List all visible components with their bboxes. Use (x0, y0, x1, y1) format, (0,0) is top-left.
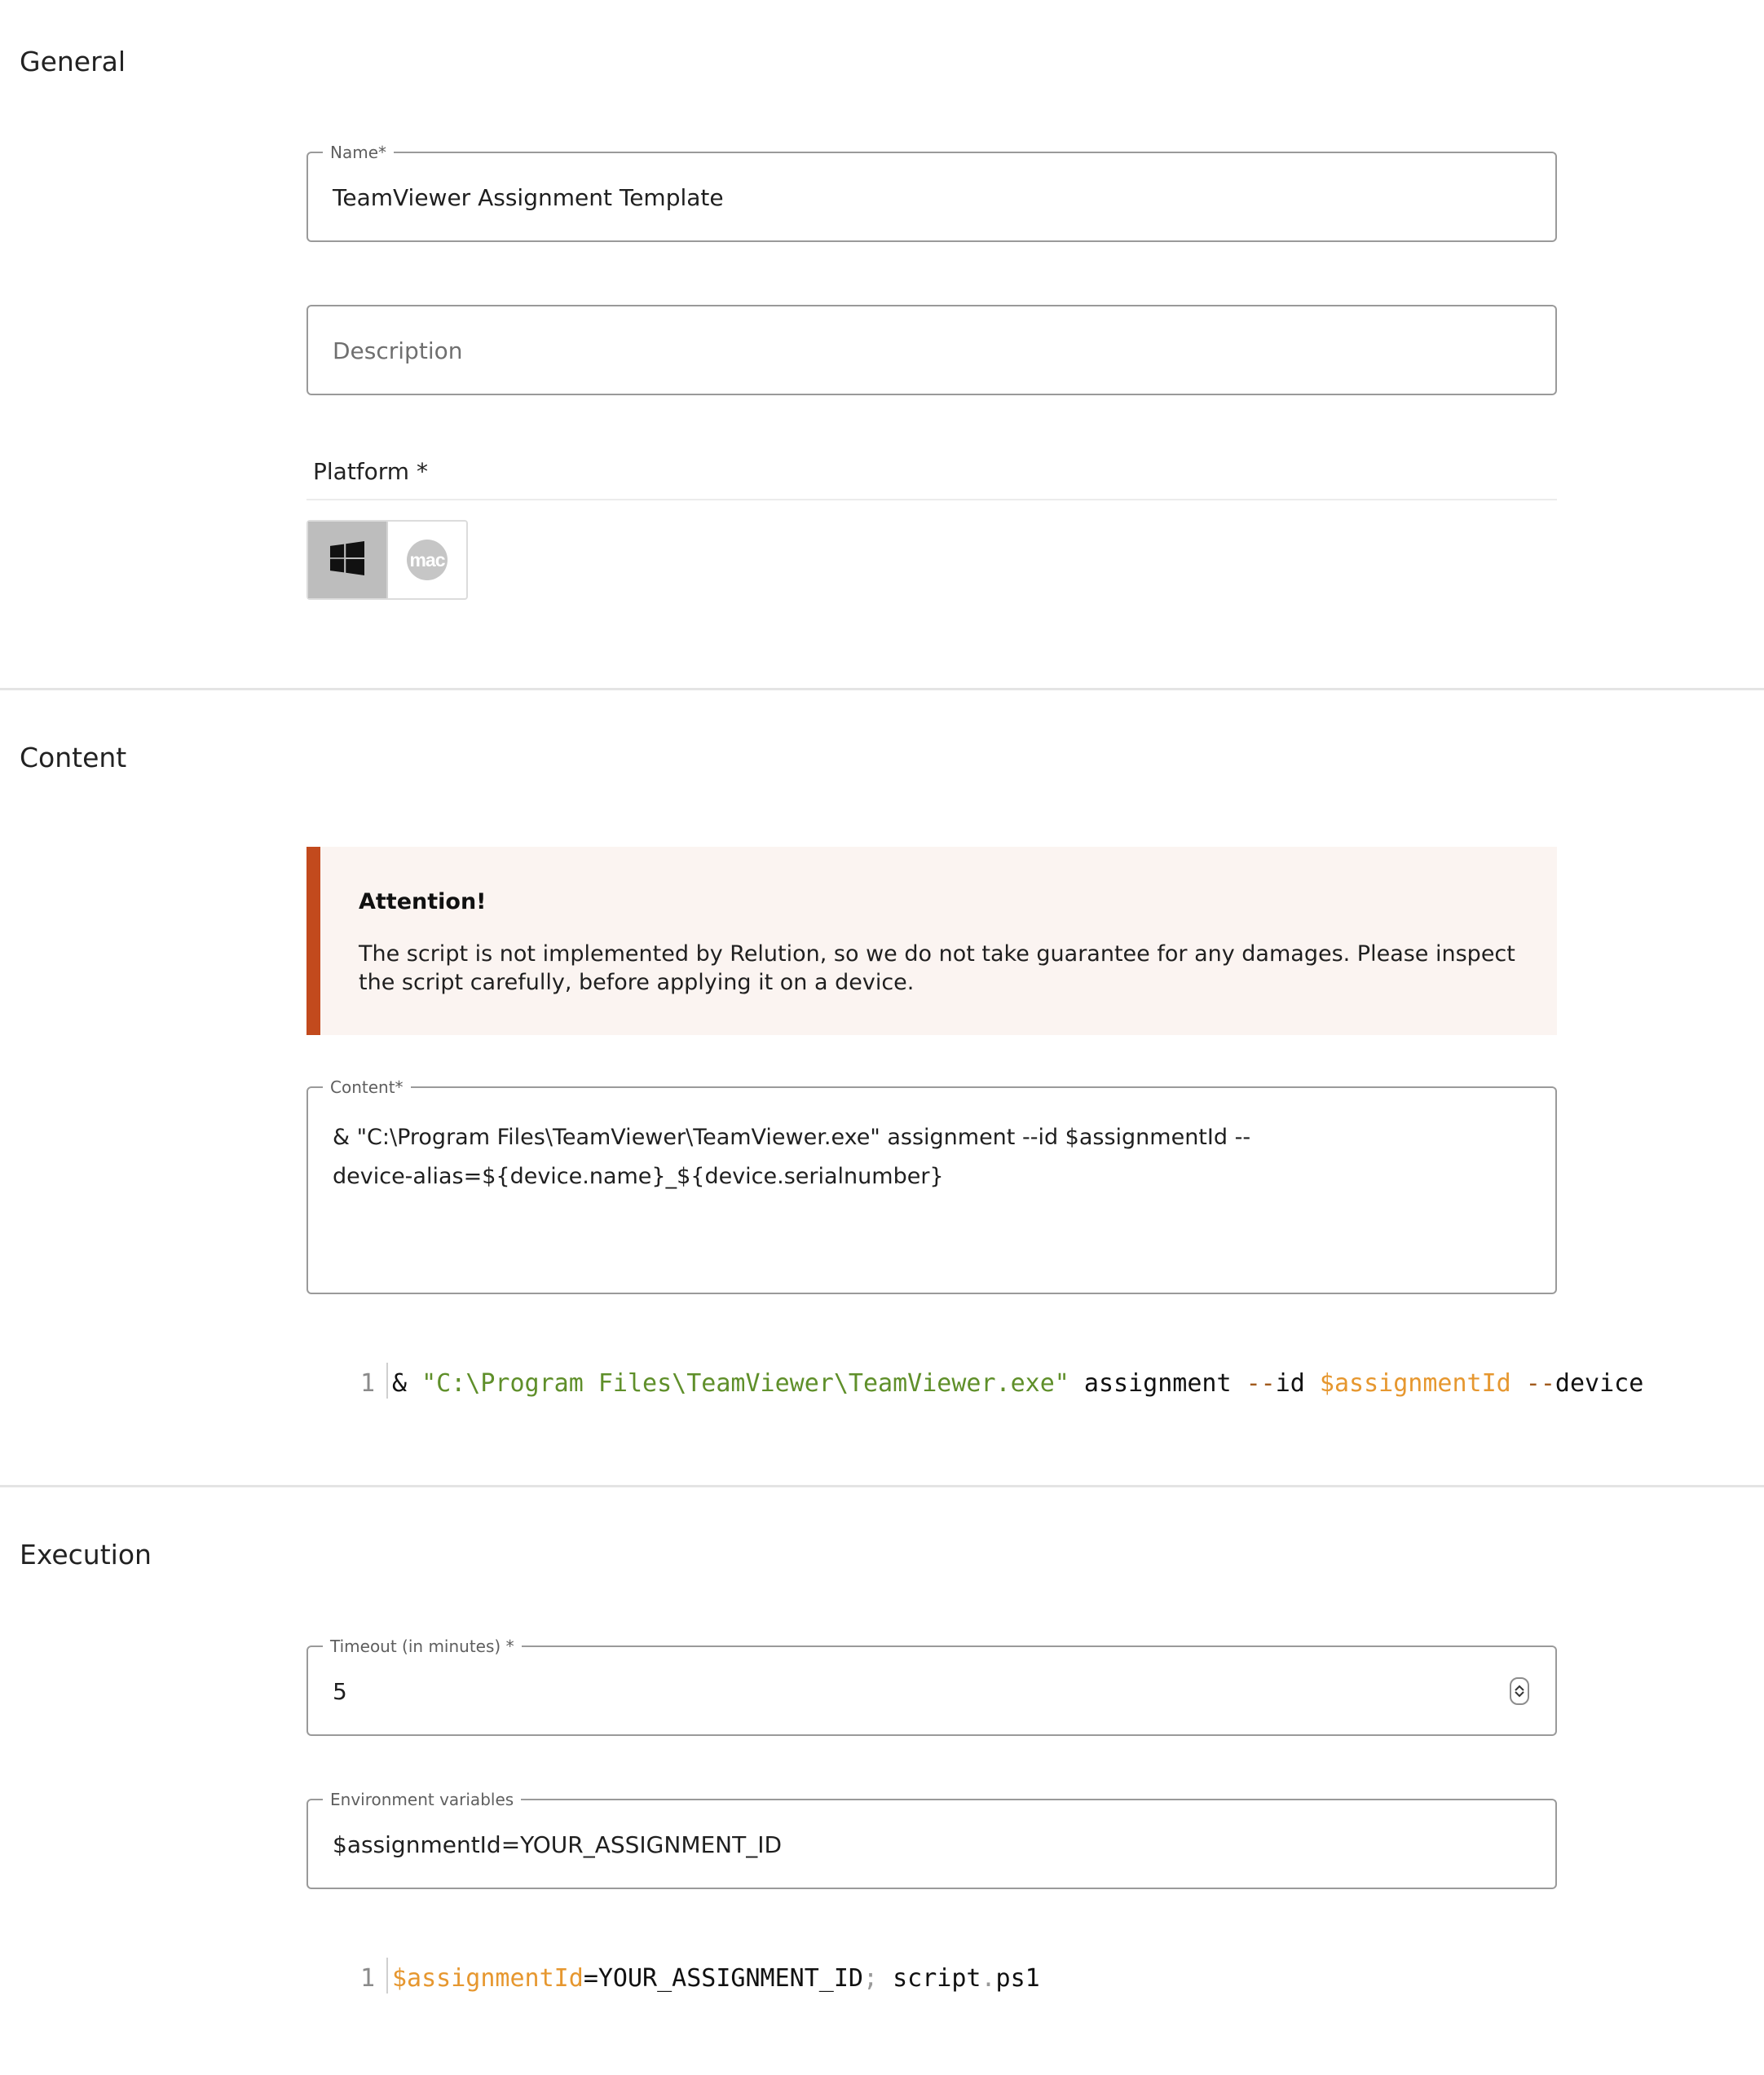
code-token-assignment: =YOUR_ASSIGNMENT_ID (583, 1964, 863, 1993)
code-token-string: "C:\Program Files\TeamViewer\TeamViewer.exe" (421, 1369, 1069, 1398)
section-title-content: Content (20, 742, 127, 773)
alert-title: Attention! (359, 889, 487, 914)
timeout-field[interactable] (306, 1637, 1557, 1736)
execution-code-preview (306, 1954, 1557, 2003)
code-token-script: script (878, 1964, 981, 1993)
platform-divider (306, 499, 1557, 500)
code-token-variable: $assignmentId (392, 1964, 584, 1993)
section-title-general: General (20, 46, 126, 77)
content-code-preview (306, 1359, 1644, 1408)
gutter-separator (375, 1958, 388, 1993)
timeout-field-label: Timeout (in minutes) * (323, 1637, 522, 1656)
content-field[interactable] (306, 1077, 1557, 1294)
code-token-extension: ps1 (995, 1964, 1040, 1993)
code-line (392, 1369, 1643, 1398)
code-token-flag: device (1555, 1369, 1644, 1398)
code-token-flag-dash: -- (1246, 1369, 1276, 1398)
platform-toggle-group (306, 520, 468, 600)
name-field-value[interactable]: TeamViewer Assignment Template (333, 184, 724, 211)
section-title-execution: Execution (20, 1539, 152, 1571)
content-field-value[interactable]: & "C:\Program Files\TeamViewer\TeamViewer.exe" assignment --id $assignmentId --device-alias=${device.name}_${device.serialnumber} (333, 1125, 1251, 1189)
environment-variables-field[interactable] (306, 1790, 1557, 1889)
code-token-command: assignment (1069, 1369, 1246, 1398)
timeout-stepper[interactable] (1510, 1677, 1529, 1705)
environment-variables-label: Environment variables (323, 1790, 521, 1809)
section-divider (0, 1485, 1764, 1487)
section-divider (0, 688, 1764, 690)
platform-label: Platform * (313, 458, 428, 485)
name-field-label: Name* (323, 143, 394, 162)
code-line (392, 1964, 1040, 1993)
gutter-separator (375, 1363, 388, 1399)
line-number: 1 (359, 1369, 375, 1398)
environment-variables-value[interactable]: $assignmentId=YOUR_ASSIGNMENT_ID (333, 1831, 783, 1858)
description-field-placeholder[interactable]: Description (333, 337, 463, 364)
timeout-field-value[interactable]: 5 (333, 1678, 347, 1705)
description-field[interactable] (306, 305, 1557, 395)
code-token-operator: & (392, 1369, 422, 1398)
alert-message: The script is not implemented by Relution, so we do not take guarantee for any damages. Please inspect the script carefully, before applying it on a device. (359, 941, 1515, 995)
chevron-down-icon[interactable] (1515, 1691, 1524, 1698)
code-token-dot: . (981, 1964, 996, 1993)
code-token-variable: $assignmentId (1319, 1369, 1511, 1398)
content-field-label: Content* (323, 1077, 411, 1097)
mac-icon: mac (407, 540, 448, 580)
code-token-semicolon: ; (862, 1964, 879, 1993)
platform-option-mac[interactable] (388, 522, 466, 598)
name-field[interactable] (306, 143, 1557, 242)
code-token-flag: id (1275, 1369, 1320, 1398)
chevron-up-icon[interactable] (1515, 1685, 1524, 1691)
windows-icon (330, 541, 364, 579)
code-token-flag-dash: -- (1510, 1369, 1555, 1398)
line-number: 1 (359, 1964, 375, 1993)
attention-alert (306, 847, 1557, 1035)
platform-option-windows[interactable] (308, 522, 388, 598)
